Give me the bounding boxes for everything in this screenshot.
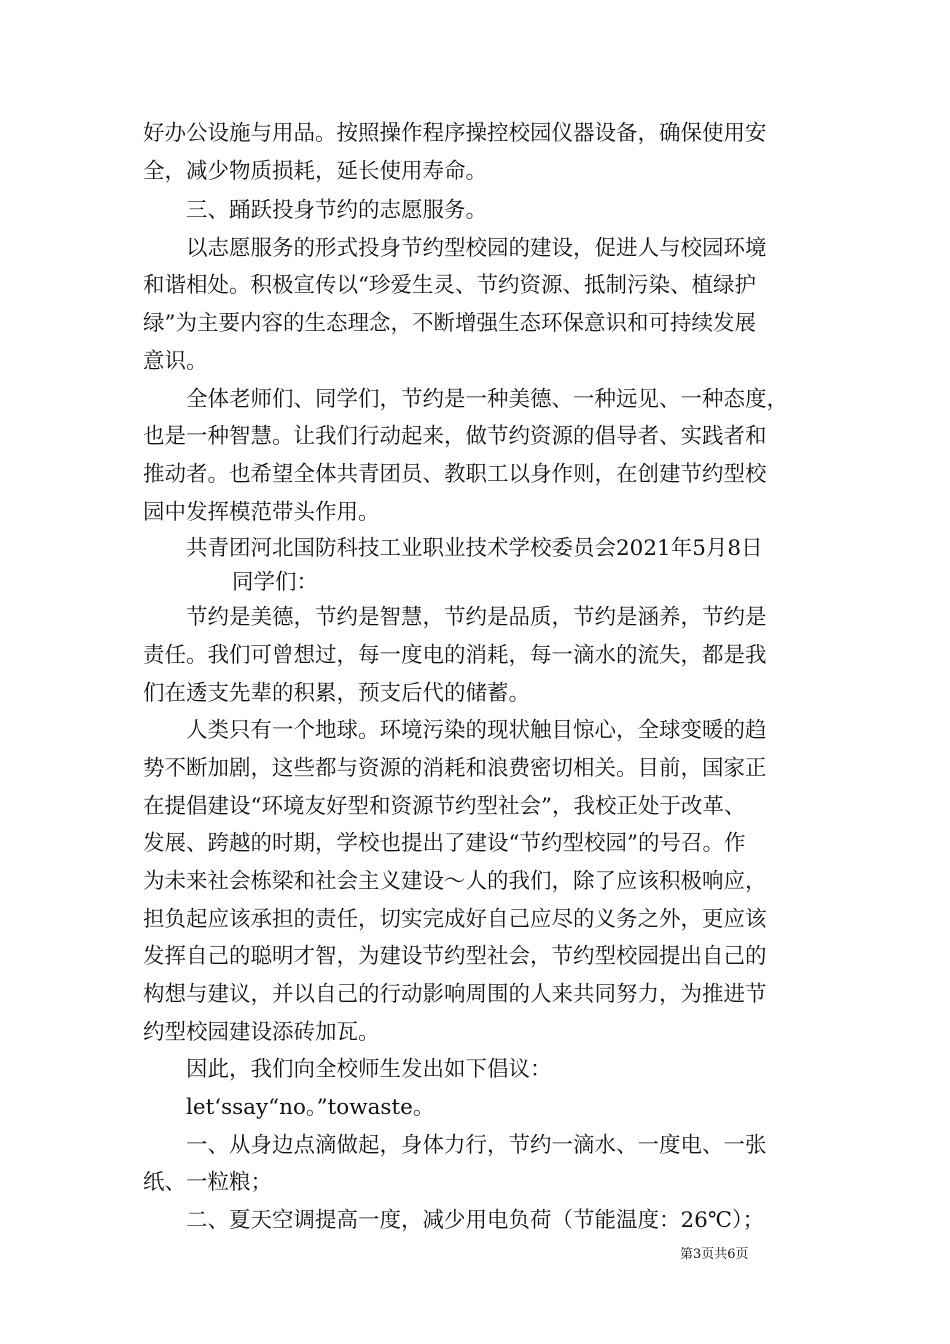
paragraph-line: 为未来社会栋梁和社会主义建设～人的我们，除了应该积极响应，: [143, 869, 767, 894]
paragraph-line: 发展、跨越的时期，学校也提出了建设“节约型校园”的号召。作: [143, 831, 746, 856]
paragraph-line: 全体老师们、同学们，节约是一种美德、一种远见、一种态度，: [186, 387, 789, 412]
paragraph-line: 担负起应该承担的责任，切实完成好自己应尽的义务之外，更应该: [143, 907, 767, 932]
paragraph-line: 也是一种智慧。让我们行动起来，做节约资源的倡导者、实践者和: [143, 424, 767, 449]
paragraph-line: 以志愿服务的形式投身节约型校园的建设，促进人与校园环境: [186, 236, 767, 261]
section-heading: 三、踊跃投身节约的志愿服务。: [186, 198, 488, 223]
paragraph-line: 意识。: [143, 349, 208, 374]
paragraph-line: 势不断加剧，这些都与资源的消耗和浪费密切相关。目前，国家正: [143, 756, 767, 781]
list-item: 纸、一粒粮；: [143, 1170, 273, 1195]
paragraph-line: 约型校园建设添砖加瓦。: [143, 1020, 380, 1045]
paragraph-line: let‘ssay“no。”towaste。: [186, 1095, 435, 1120]
paragraph-line: 因此，我们向全校师生发出如下倡议：: [186, 1057, 552, 1082]
paragraph-line: 节约是美德，节约是智慧，节约是品质，节约是涵养，节约是: [186, 605, 767, 630]
paragraph-line: 园中发挥模范带头作用。: [143, 500, 380, 525]
paragraph-line: 推动者。也希望全体共青团员、教职工以身作则，在创建节约型校: [143, 462, 767, 487]
list-item: 二、夏天空调提高一度，减少用电负荷（节能温度：26℃）；: [186, 1208, 765, 1233]
paragraph-line: 构想与建议，并以自己的行动影响周围的人来共同努力，为推进节: [143, 982, 767, 1007]
salutation: 同学们：: [232, 570, 319, 595]
paragraph-line: 全，减少物质损耗，延长使用寿命。: [143, 159, 488, 184]
paragraph-line: 发挥自己的聪明才智，为建设节约型社会，节约型校园提出自己的: [143, 944, 767, 969]
paragraph-line: 和谐相处。积极宣传以“珍爱生灵、节约资源、抵制污染、植绿护: [143, 273, 756, 298]
paragraph-line: 在提倡建设“环境友好型和资源节约型社会”，我校正处于改革、: [143, 794, 746, 819]
paragraph-line: 人类只有一个地球。环境污染的现状触目惊心，全球变暖的趋: [186, 718, 767, 743]
page-number: 第3页共6页: [680, 1247, 749, 1262]
paragraph-line: 绿”为主要内容的生态理念，不断增强生态环保意识和可持续发展: [143, 311, 756, 336]
list-item: 一、从身边点滴做起，身体力行，节约一滴水、一度电、一张: [186, 1133, 767, 1158]
paragraph-line: 们在透支先辈的积累，预支后代的储蓄。: [143, 681, 531, 706]
signature-line: 共青团河北国防科技工业职业技术学校委员会2021年5月8日: [186, 536, 763, 561]
paragraph-line: 责任。我们可曾想过，每一度电的消耗，每一滴水的流失，都是我: [143, 643, 767, 668]
paragraph-line: 好办公设施与用品。按照操作程序操控校园仪器设备，确保使用安: [143, 121, 767, 146]
